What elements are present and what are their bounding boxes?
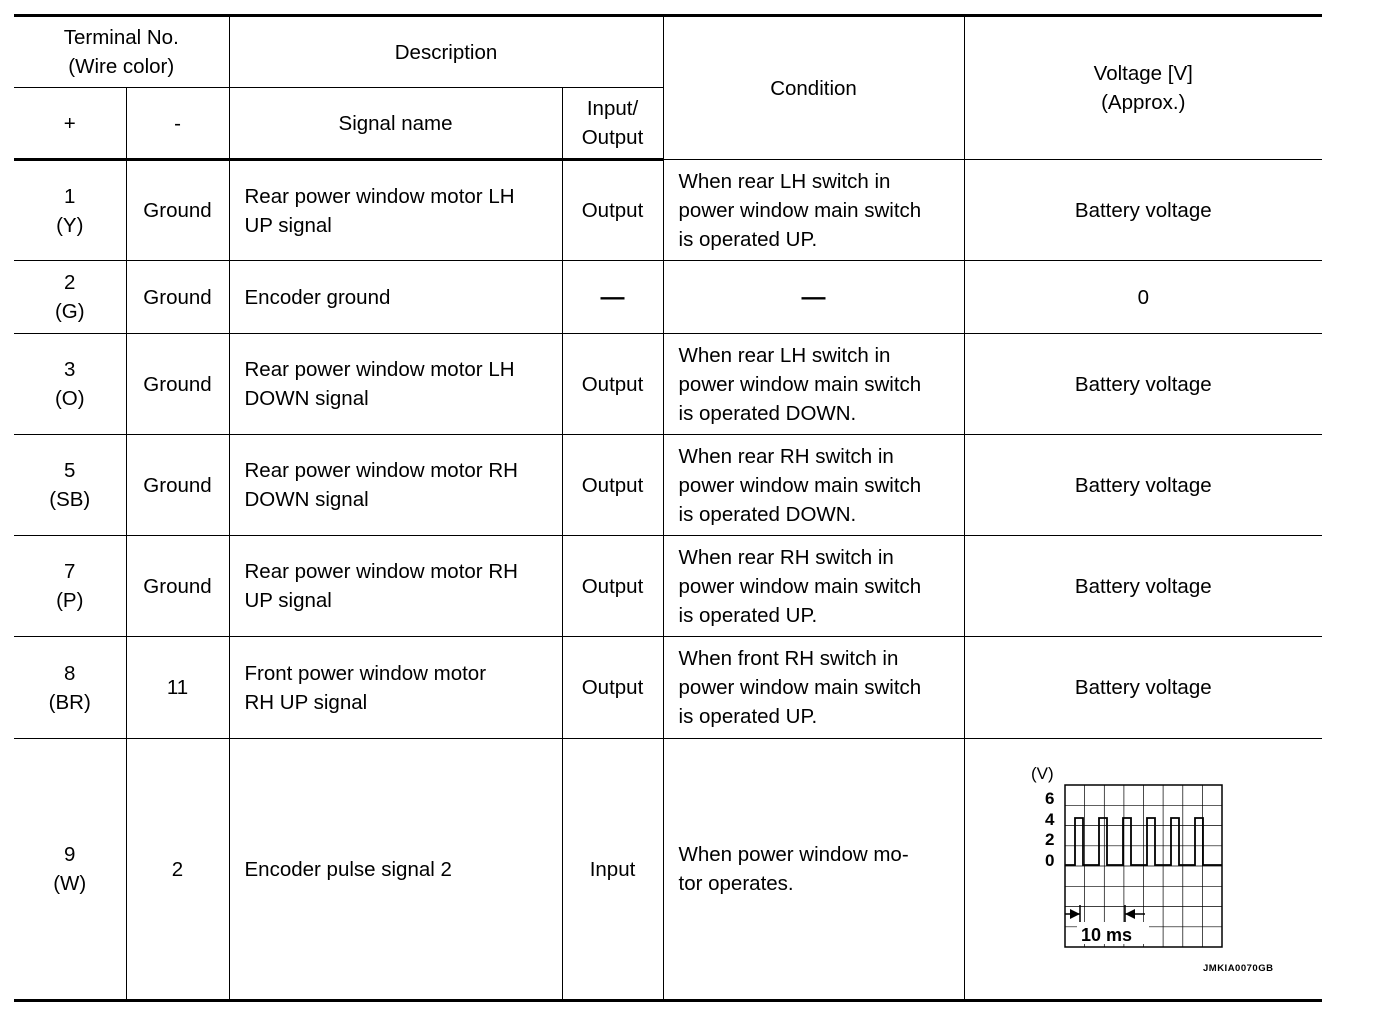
condition-cell: When rear LH switch in power window main switch is operated UP. bbox=[663, 160, 964, 261]
minus-cell: Ground bbox=[126, 435, 229, 536]
voltage-header bbox=[964, 16, 1322, 160]
voltage-cell: Battery voltage bbox=[964, 334, 1322, 435]
table-row bbox=[14, 334, 1322, 435]
terminal-cell: 8 (BR) bbox=[14, 637, 126, 739]
description-header: Description bbox=[229, 16, 663, 88]
minus-cell: Ground bbox=[126, 536, 229, 637]
io-cell: Output bbox=[562, 536, 663, 637]
table-row bbox=[14, 739, 1322, 1001]
voltage-cell: Battery voltage bbox=[964, 160, 1322, 261]
minus-cell: Ground bbox=[126, 160, 229, 261]
minus-cell: 2 bbox=[126, 739, 229, 1001]
io-cell: Input bbox=[562, 739, 663, 1001]
io-cell: Output bbox=[562, 435, 663, 536]
table-row bbox=[14, 435, 1322, 536]
approx-label: (Approx.) bbox=[1101, 91, 1186, 114]
io-cell: Output bbox=[562, 160, 663, 261]
table-row bbox=[14, 261, 1322, 334]
minus-cell: 11 bbox=[126, 637, 229, 739]
voltage-label: Voltage [V] bbox=[1093, 62, 1193, 85]
table-row bbox=[14, 637, 1322, 739]
minus-cell: Ground bbox=[126, 334, 229, 435]
condition-cell: When front RH switch in power window main switch is operated UP. bbox=[663, 637, 964, 739]
condition-cell: When rear LH switch in power window main switch is operated DOWN. bbox=[663, 334, 964, 435]
signal-cell: Encoder ground bbox=[229, 261, 562, 334]
io-label-input: Input/ bbox=[586, 97, 639, 120]
scope-tick-0: 0 bbox=[1044, 851, 1054, 870]
signal-name-header: Signal name bbox=[229, 88, 562, 160]
scope-tick-6: 6 bbox=[1044, 789, 1054, 808]
signal-cell: Front power window motor RH UP signal bbox=[229, 637, 562, 739]
plus-header: + bbox=[14, 88, 126, 160]
table-row bbox=[14, 160, 1322, 261]
signal-cell: Rear power window motor RH DOWN signal bbox=[229, 435, 562, 536]
voltage-cell: Battery voltage bbox=[964, 536, 1322, 637]
terminal-table bbox=[14, 14, 1322, 1002]
scope-tick-2: 2 bbox=[1044, 830, 1054, 849]
wire-color-label: (Wire color) bbox=[68, 55, 175, 78]
voltage-cell: 0 bbox=[964, 261, 1322, 334]
time-marker bbox=[1065, 905, 1145, 923]
terminal-cell: 7 (P) bbox=[14, 536, 126, 637]
terminal-cell: 5 (SB) bbox=[14, 435, 126, 536]
condition-cell: When power window mo- tor operates. bbox=[663, 739, 964, 1001]
io-header bbox=[562, 88, 663, 160]
terminal-cell: 1 (Y) bbox=[14, 160, 126, 261]
terminal-no-label: Terminal No. bbox=[63, 26, 179, 49]
table-row bbox=[14, 536, 1322, 637]
terminal-cell: 2 (G) bbox=[14, 261, 126, 334]
signal-cell: Rear power window motor RH UP signal bbox=[229, 536, 562, 637]
minus-cell: Ground bbox=[126, 261, 229, 334]
condition-header: Condition bbox=[663, 16, 964, 160]
scope-tick-4: 4 bbox=[1044, 810, 1054, 829]
condition-cell: — bbox=[663, 261, 964, 334]
time-scale-label: 10 ms bbox=[1080, 925, 1132, 945]
condition-cell: When rear RH switch in power window main switch is operated UP. bbox=[663, 536, 964, 637]
voltage-cell bbox=[964, 739, 1322, 1001]
signal-cell: Rear power window motor LH UP signal bbox=[229, 160, 562, 261]
oscilloscope-svg bbox=[965, 744, 1321, 994]
minus-header: - bbox=[126, 88, 229, 160]
scope-unit-label: (V) bbox=[1030, 764, 1054, 783]
io-label-output: Output bbox=[581, 126, 644, 149]
signal-cell: Encoder pulse signal 2 bbox=[229, 739, 562, 1001]
condition-cell: When rear RH switch in power window main switch is operated DOWN. bbox=[663, 435, 964, 536]
terminal-cell: 9 (W) bbox=[14, 739, 126, 1001]
oscilloscope-graph bbox=[965, 744, 1323, 994]
io-cell: Output bbox=[562, 334, 663, 435]
voltage-cell: Battery voltage bbox=[964, 435, 1322, 536]
terminal-cell: 3 (O) bbox=[14, 334, 126, 435]
io-cell: Output bbox=[562, 637, 663, 739]
io-cell: — bbox=[562, 261, 663, 334]
voltage-cell: Battery voltage bbox=[964, 637, 1322, 739]
figure-code: JMKIA0070GB bbox=[1202, 963, 1273, 974]
signal-cell: Rear power window motor LH DOWN signal bbox=[229, 334, 562, 435]
terminal-no-header bbox=[14, 16, 229, 88]
